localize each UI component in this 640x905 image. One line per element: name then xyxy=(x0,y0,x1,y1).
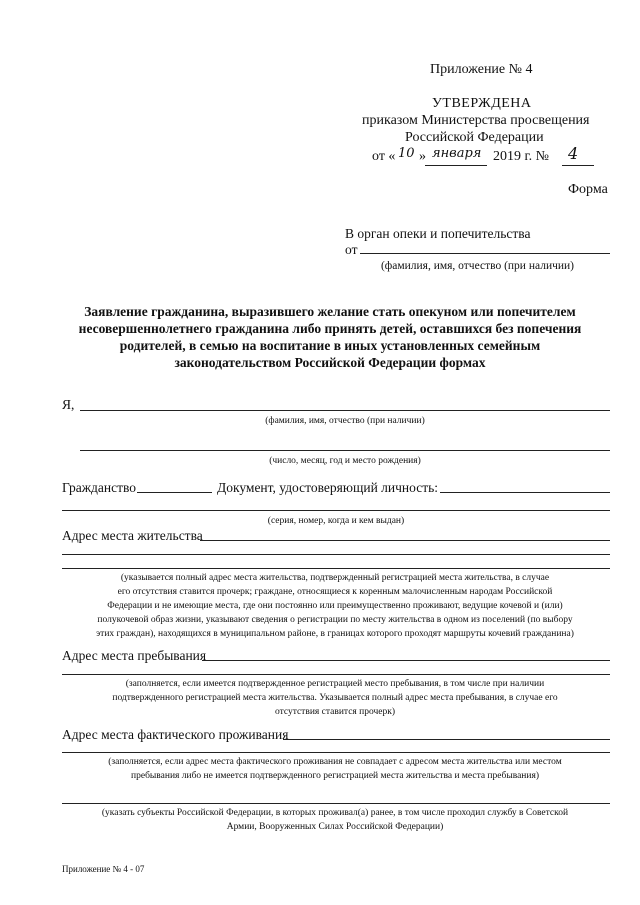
birth-line[interactable] xyxy=(80,450,610,451)
i-label: Я, xyxy=(62,397,75,412)
date-month-handwritten: января xyxy=(432,146,482,161)
name-caption: (фамилия, имя, отчество (при наличии) xyxy=(265,416,425,426)
residence-caption xyxy=(40,571,630,641)
recipient-from-line[interactable] xyxy=(360,253,610,254)
title-line-4: законодательством Российской Федерации формах xyxy=(174,355,486,370)
actual-line-2[interactable] xyxy=(62,752,610,753)
residence-caption-line-2: его отсутствия ставится прочерк; граждане, относящиеся к коренным малочисленным народам Российской xyxy=(117,587,553,597)
date-suffix: 2019 г. № xyxy=(493,149,550,164)
recipient-from-label: от xyxy=(345,242,358,257)
residence-line-2[interactable] xyxy=(62,554,610,555)
order-line-1: приказом Министерства просвещения xyxy=(362,113,590,128)
appendix-label: Приложение № 4 xyxy=(430,62,533,77)
residence-caption-line-1: (указывается полный адрес места жительства, подтвержденный регистрацией места жительства, в случае xyxy=(120,573,550,583)
approved-label: УТВЕРЖДЕНА xyxy=(432,96,532,111)
stay-line-2[interactable] xyxy=(62,674,610,675)
order-number-underline xyxy=(562,165,594,166)
document-label: Документ, удостоверяющий личность: xyxy=(217,480,439,495)
stay-caption xyxy=(50,677,620,719)
name-line[interactable] xyxy=(80,410,610,411)
actual-line-1[interactable] xyxy=(283,739,610,740)
residence-line-3[interactable] xyxy=(62,568,610,569)
form-label: Форма xyxy=(568,182,608,197)
stay-label: Адрес места пребывания xyxy=(62,648,207,663)
date-month-underline xyxy=(425,165,487,166)
subjects-caption xyxy=(50,806,620,834)
subjects-line[interactable] xyxy=(62,803,610,804)
actual-caption-line-2: пребывания либо не имеется подтвержденного регистрацией места жительства и места пребывания) xyxy=(131,771,539,781)
document-line-2[interactable] xyxy=(62,510,610,511)
residence-caption-line-4: полукочевой образ жизни, указывают сведения о регистрации по месту жительства в одном из поселений (по выбору xyxy=(97,615,573,625)
stay-line-1[interactable] xyxy=(202,660,610,661)
title-line-1: Заявление гражданина, выразившего желание стать опекуном или попечителем xyxy=(84,304,576,319)
stay-caption-line-1: (заполняется, если имеется подтвержденное регистрацией место пребывания, в том числе при наличии xyxy=(125,679,545,689)
subjects-caption-line-1: (указать субъекты Российской Федерации, в которых проживал(а) ранее, в том числе проходил службу в Советской xyxy=(101,808,569,818)
recipient-to: В орган опеки и попечительства xyxy=(345,226,531,241)
date-mid: » xyxy=(419,149,426,164)
residence-caption-line-3: Федерации и не имеющие места, где они постоянно или преимущественно проживают, ведущие кочевой и (или) xyxy=(107,601,563,611)
title-line-2: несовершеннолетнего гражданина либо принять детей, оставшихся без попечения xyxy=(78,321,582,336)
recipient-from-caption: (фамилия, имя, отчество (при наличии) xyxy=(380,260,575,272)
citizenship-label: Гражданство xyxy=(62,480,137,495)
actual-label: Адрес места фактического проживания xyxy=(62,727,289,742)
birth-caption: (число, месяц, год и место рождения) xyxy=(269,456,421,466)
stay-caption-line-2: подтвержденного регистрацией места жительства. Указывается полный адрес места пребывания, в случае его xyxy=(112,693,558,703)
actual-caption xyxy=(50,755,620,783)
title-line-3: родителей, в семью на воспитание в иных установленных семейным xyxy=(119,338,541,353)
document-title xyxy=(40,303,620,371)
residence-line-1[interactable] xyxy=(200,540,610,541)
document-line-1[interactable] xyxy=(440,492,610,493)
footer-code: Приложение № 4 - 07 xyxy=(62,864,145,874)
stay-caption-line-3: отсутствия ставится прочерк) xyxy=(274,707,396,717)
order-line-2: Российской Федерации xyxy=(405,130,544,145)
subjects-caption-line-2: Армии, Вооруженных Силах Российской Федерации) xyxy=(226,822,444,832)
date-prefix: от « xyxy=(372,149,396,164)
residence-label: Адрес места жительства xyxy=(62,528,203,543)
order-number-handwritten: 4 xyxy=(568,144,579,163)
residence-caption-line-5: этих граждан), находящихся в муниципальном районе, в границах которого проходят маршруты кочевий гражданина) xyxy=(96,629,574,639)
document-caption: (серия, номер, когда и кем выдан) xyxy=(267,516,405,526)
date-day-handwritten: 10 xyxy=(398,146,415,161)
citizenship-line[interactable] xyxy=(137,492,212,493)
actual-caption-line-1: (заполняется, если адрес места фактического проживания не совпадает с адресом места жительства или местом xyxy=(108,757,562,767)
